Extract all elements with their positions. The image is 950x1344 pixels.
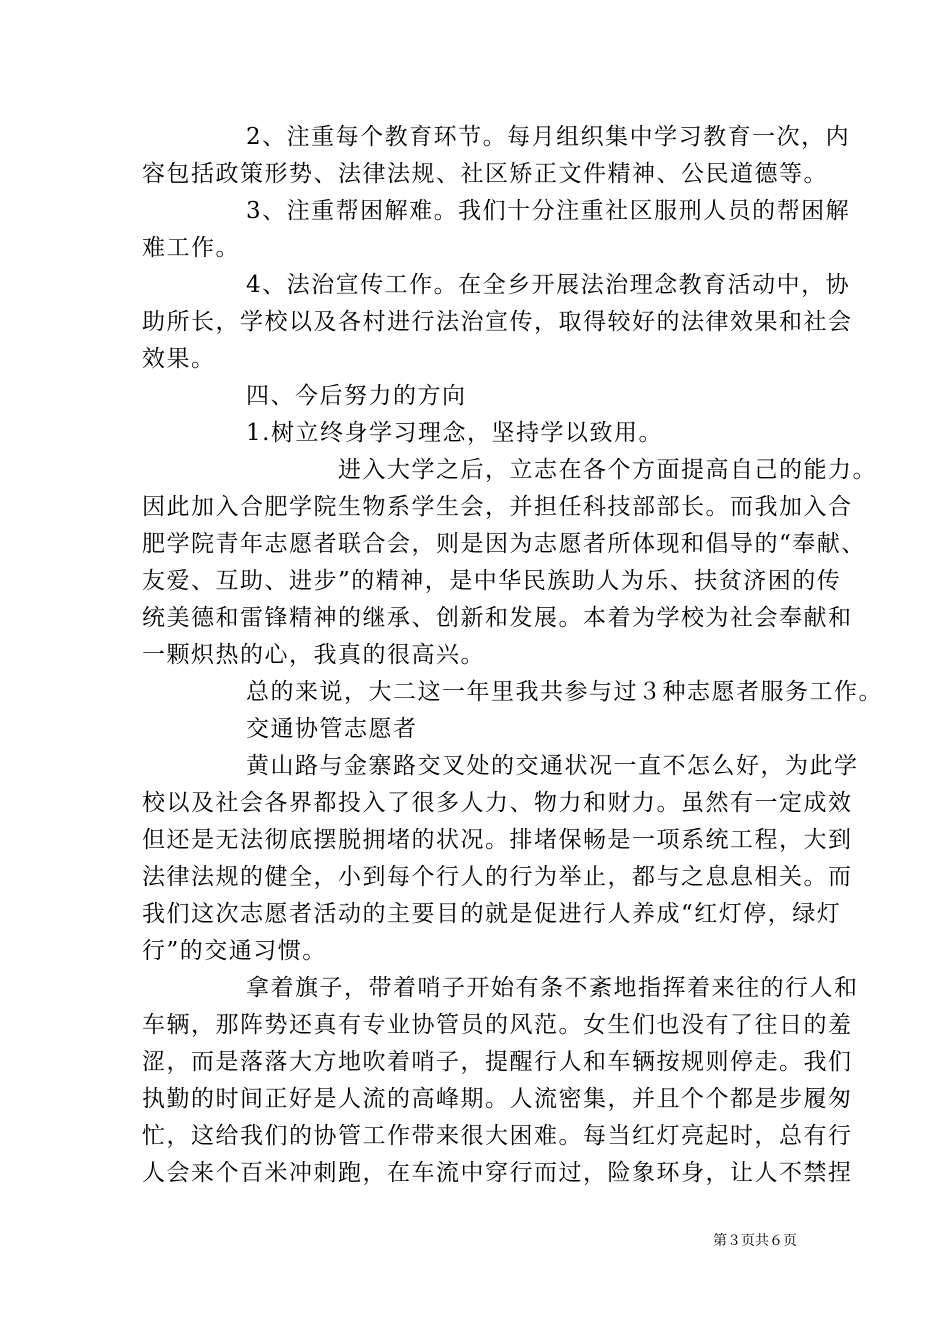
text-line-21: 法律法规的健全，小到每个行人的行为举止，都与之息息相关。而 xyxy=(142,864,853,890)
text-line-18: 黄山路与金寨路交叉处的交通状况一直不怎么好，为此学 xyxy=(246,753,859,779)
text-line-24: 拿着旗子，带着哨子开始有条不紊地指挥着来往的行人和 xyxy=(246,975,859,1001)
text-line-29: 人会来个百米冲刺跑，在车流中穿行而过，险象环身，让人不禁捏 xyxy=(142,1160,853,1186)
text-line-10: 进入大学之后，立志在各个方面提高自己的能力。 xyxy=(338,457,877,483)
text-line-20: 但还是无法彻底摆脱拥堵的状况。排堵保畅是一项系统工程，大到 xyxy=(142,827,853,853)
text-line-27: 执勤的时间正好是人流的高峰期。人流密集，并且个个都是步履匆 xyxy=(142,1086,853,1112)
subsection-heading: 1.树立终身学习理念，坚持学以致用。 xyxy=(246,420,663,446)
text-line-22: 我们这次志愿者活动的主要目的就是促进行人养成“红灯停，绿灯 xyxy=(142,901,842,927)
text-line-16: 总的来说，大二这一年里我共参与过３种志愿者服务工作。 xyxy=(246,679,883,705)
text-line-11: 因此加入合肥学院生物系学生会，并担任科技部部长。而我加入合 xyxy=(142,494,853,520)
text-line-14: 统美德和雷锋精神的继承、创新和发展。本着为学校为社会奉献和 xyxy=(142,605,853,631)
section-heading: 四、今后努力的方向 xyxy=(246,383,467,409)
page-number-footer: 第３页共６页 xyxy=(713,1233,797,1249)
text-line-4: 难工作。 xyxy=(142,235,240,261)
text-line-1: 2、注重每个教育环节。每月组织集中学习教育一次，内 xyxy=(246,124,851,150)
text-line-13: 友爱、互助、进步”的精神，是中华民族助人为乐、扶贫济困的传 xyxy=(142,568,842,594)
text-line-28: 忙，这给我们的协管工作带来很大困难。每当红灯亮起时，总有行 xyxy=(142,1123,853,1149)
text-line-6: 助所长，学校以及各村进行法治宣传，取得较好的法律效果和社会 xyxy=(142,309,853,335)
text-line-7: 效果。 xyxy=(142,346,216,372)
text-line-17: 交通协管志愿者 xyxy=(246,716,418,742)
text-line-3: 3、注重帮困解难。我们十分注重社区服刑人员的帮困解 xyxy=(246,198,851,224)
text-line-23: 行”的交通习惯。 xyxy=(142,938,327,964)
text-line-25: 车辆，那阵势还真有专业协管员的风范。女生们也没有了往日的羞 xyxy=(142,1012,853,1038)
text-line-2: 容包括政策形势、法律法规、社区矫正文件精神、公民道德等。 xyxy=(142,161,828,187)
text-line-5: 4、法治宣传工作。在全乡开展法治理念教育活动中，协 xyxy=(246,272,851,298)
text-line-15: 一颗炽热的心，我真的很高兴。 xyxy=(142,642,485,668)
text-line-12: 肥学院青年志愿者联合会，则是因为志愿者所体现和倡导的“奉献、 xyxy=(142,531,866,557)
text-line-19: 校以及社会各界都投入了很多人力、物力和财力。虽然有一定成效 xyxy=(142,790,853,816)
text-line-26: 涩，而是落落大方地吹着哨子，提醒行人和车辆按规则停走。我们 xyxy=(142,1049,853,1075)
